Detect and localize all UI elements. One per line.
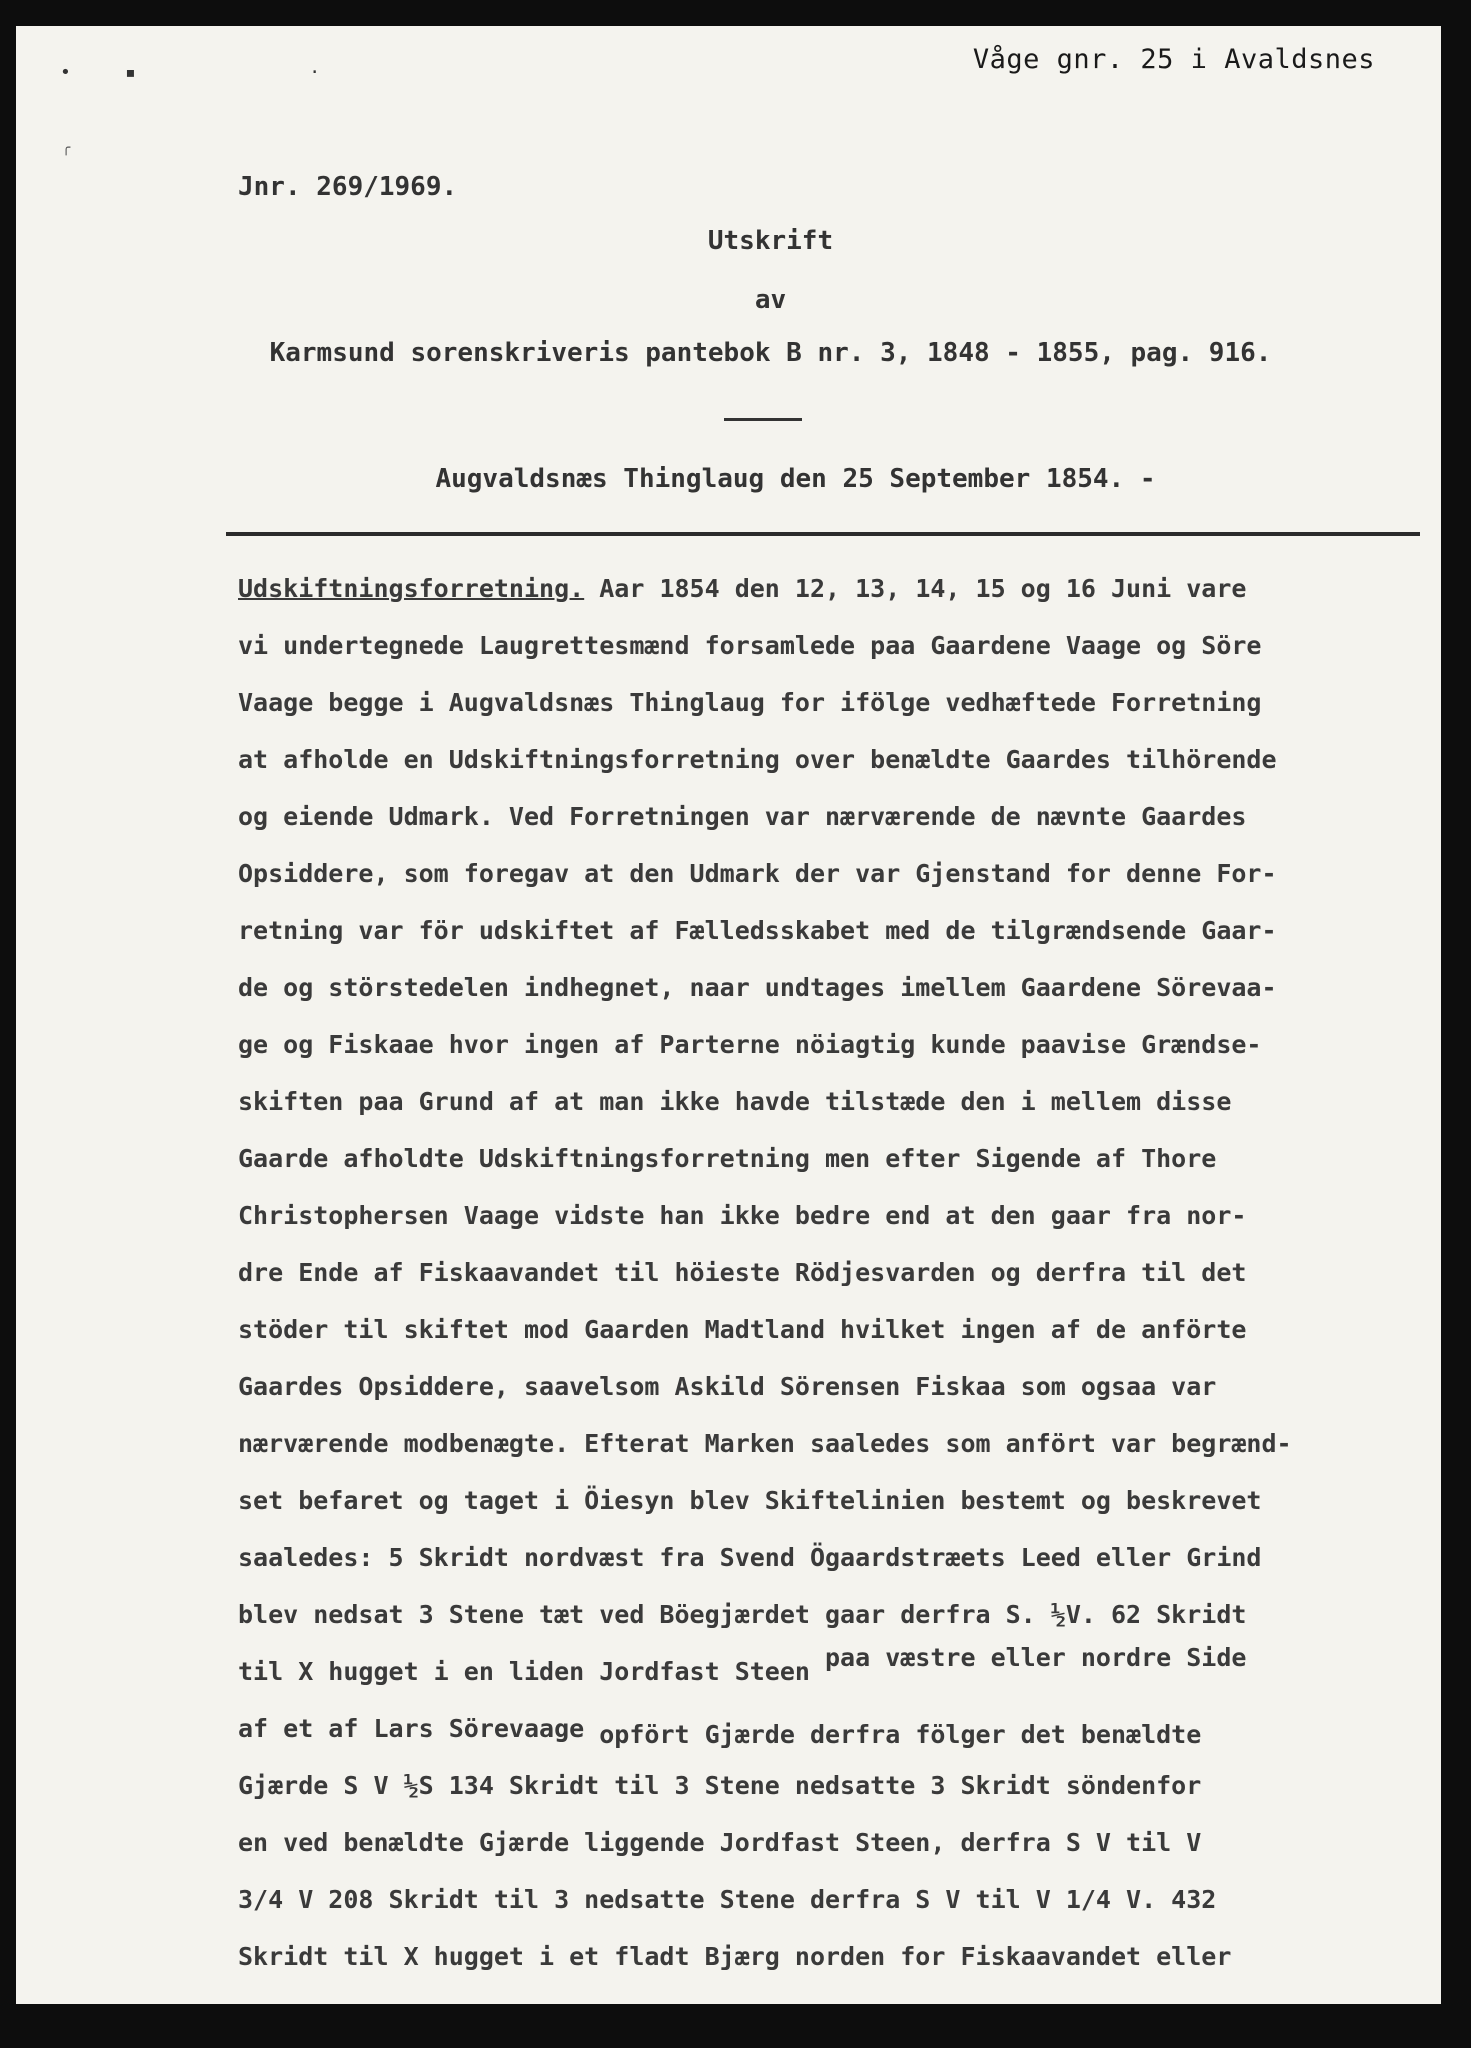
body-line: Gaardes Opsiddere, saavelsom Askild Sörensen Fiskaa som ogsaa var <box>238 1372 1217 1401</box>
body-line: Christophersen Vaage vidste han ikke bedre end at den gaar fra nor- <box>238 1201 1247 1230</box>
body-line: Opsiddere, som foregav at den Udmark der var Gjenstand for denne For- <box>238 859 1277 888</box>
body-line: stöder til skiftet mod Gaarden Madtland hvilket ingen af de anförte <box>238 1315 1247 1344</box>
body-line-continuation: opfört Gjærde derfra fölger det benældte <box>584 1720 1202 1749</box>
body-line: set befaret og taget i Öiesyn blev Skiftelinien bestemt og beskrevet <box>238 1486 1262 1515</box>
body-line: skiften paa Grund af at man ikke havde tilstæde den i mellem disse <box>238 1087 1232 1116</box>
body-line-text: af et af Lars Sörevaage <box>238 1714 585 1743</box>
section-heading: Udskiftningsforretning. <box>238 574 585 603</box>
body-line: ge og Fiskaae hvor ingen af Parterne nöiagtig kunde paavise Grændse- <box>238 1030 1262 1059</box>
title-av: av <box>754 285 787 315</box>
body-line: og eiende Udmark. Ved Forretningen var nærværende de nævnte Gaardes <box>238 802 1247 831</box>
body-line: Skridt til X hugget i et fladt Bjærg norden for Fiskaavandet eller <box>238 1942 1232 1971</box>
body-line: en ved benældte Gjærde liggende Jordfast Steen, derfra S V til V <box>238 1828 1202 1857</box>
body-line: retning var för udskiftet af Fælledsskabet med de tilgrændsende Gaar- <box>238 916 1277 945</box>
body-line: Vaage begge i Augvaldsnæs Thinglaug for ifölge vedhæftede Forretning <box>238 688 1262 717</box>
body-line: blev nedsat 3 Stene tæt ved Böegjærdet gaar derfra S. ½V. 62 Skridt <box>238 1600 1247 1629</box>
body-line: dre Ende af Fiskaavandet til höieste Rödjesvarden og derfra til det <box>238 1258 1247 1287</box>
body-line: nærværende modbenægte. Efterat Marken saaledes som anfört var begrænd- <box>238 1429 1292 1458</box>
journal-number: Jnr. 269/1969. <box>238 172 458 202</box>
body-line-text: Aar 1854 den 12, 13, 14, 15 og 16 Juni vare <box>584 574 1247 603</box>
title-thinglaug: Augvaldsnæs Thinglaug den 25 September 1854. - <box>435 464 1156 494</box>
long-divider <box>226 532 1420 536</box>
scan-speck: ╭ <box>62 140 71 156</box>
scan-specks: • ▪ · <box>60 62 321 83</box>
body-line: Gaarde afholdte Udskiftningsforretning men efter Sigende af Thore <box>238 1144 1217 1173</box>
body-line-text: til X hugget i en liden Jordfast Steen <box>238 1657 810 1686</box>
body-line <box>238 1643 1398 1700</box>
body-line: at afholde en Udskiftningsforretning over benældte Gaardes tilhörende <box>238 745 1277 774</box>
title-utskrift: Utskrift <box>707 226 834 256</box>
body-line: Gjærde S V ½S 134 Skridt til 3 Stene nedsatte 3 Skridt söndenfor <box>238 1771 1202 1800</box>
body-line: saaledes: 5 Skridt nordvæst fra Svend Ögaardstræets Leed eller Grind <box>238 1543 1262 1572</box>
body-line: vi undertegnede Laugrettesmænd forsamlede paa Gaardene Vaage og Söre <box>238 631 1262 660</box>
body-line-insertion: paa væstre eller nordre Side <box>809 1643 1247 1672</box>
page-header-location: Våge gnr. 25 i Avaldsnes <box>972 44 1375 75</box>
scan-border-bottom <box>0 2004 1471 2048</box>
document-body <box>238 560 1398 1985</box>
title-source: Karmsund sorenskriveris pantebok B nr. 3, 1848 - 1855, pag. 916. <box>269 338 1272 368</box>
scan-border-top <box>0 0 1471 26</box>
body-line <box>238 560 1398 617</box>
scan-border-left <box>0 0 16 2048</box>
body-line <box>238 1700 1398 1757</box>
body-line: 3/4 V 208 Skridt til 3 nedsatte Stene derfra S V til V 1/4 V. 432 <box>238 1885 1217 1914</box>
body-line: de og störstedelen indhegnet, naar undtages imellem Gaardene Sörevaa- <box>238 973 1277 1002</box>
short-divider <box>724 418 802 421</box>
